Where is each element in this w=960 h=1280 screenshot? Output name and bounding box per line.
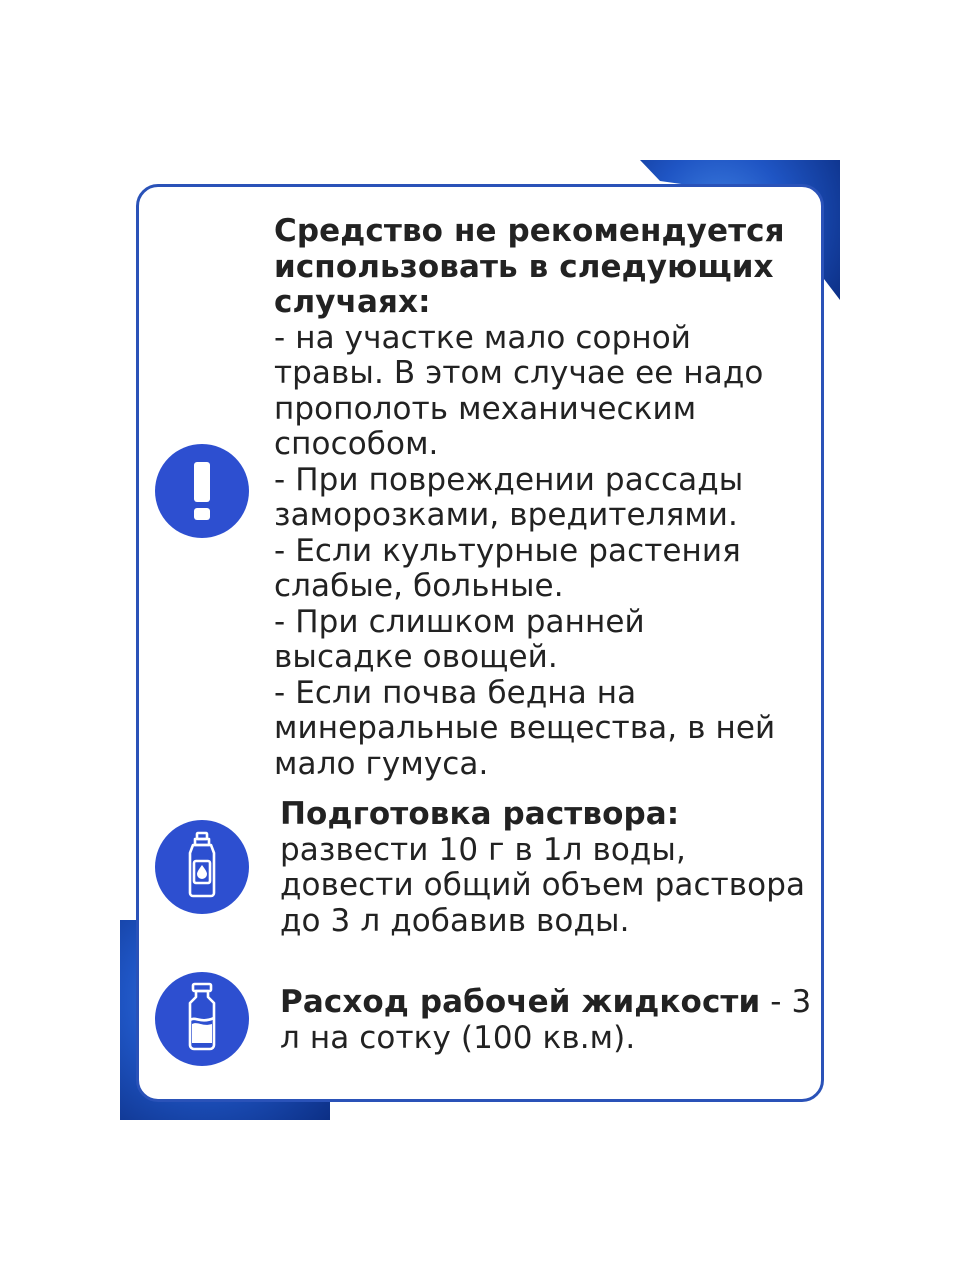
warning-text-line: слабые, больные. — [274, 568, 564, 604]
exclamation-icon — [155, 444, 249, 538]
warning-title-line: случаях: — [274, 284, 431, 320]
consumption-text: - 3 л на сотку (100 кв.м). — [280, 984, 812, 1056]
warning-text-line: высадке овощей. — [274, 639, 558, 675]
preparation-label: Подготовка раствора: — [280, 796, 680, 832]
preparation-section — [280, 797, 820, 939]
preparation-text: развести 10 г в 1л воды, довести общий объем раствора до 3 л добавив воды. — [280, 831, 806, 939]
warning-text-line: мало гумуса. — [274, 745, 489, 782]
warning-text-line: - Если культурные растения — [274, 532, 741, 569]
warning-title-line: использовать в следующих — [274, 248, 774, 285]
warning-section — [274, 214, 814, 782]
liquid-bottle-icon — [155, 972, 249, 1066]
warning-title-line: Средство не рекомендуется — [274, 213, 785, 249]
warning-text-line: - При повреждении рассады — [274, 461, 744, 498]
consumption-label: Расход рабочей жидкости — [280, 984, 761, 1020]
consumption-section — [280, 985, 820, 1056]
warning-text-line: минеральные вещества, в ней — [274, 710, 776, 746]
dropper-bottle-icon — [155, 820, 249, 914]
warning-text-line: - на участке мало сорной — [274, 319, 692, 356]
warning-text-line: способом. — [274, 426, 439, 462]
warning-text-line: - Если почва бедна на — [274, 674, 637, 711]
warning-text-line: прополоть механическим — [274, 390, 697, 427]
warning-text-line: травы. В этом случае ее надо — [274, 355, 764, 391]
warning-text-line: - При слишком ранней — [274, 603, 645, 640]
warning-text-line: заморозками, вредителями. — [274, 497, 739, 533]
